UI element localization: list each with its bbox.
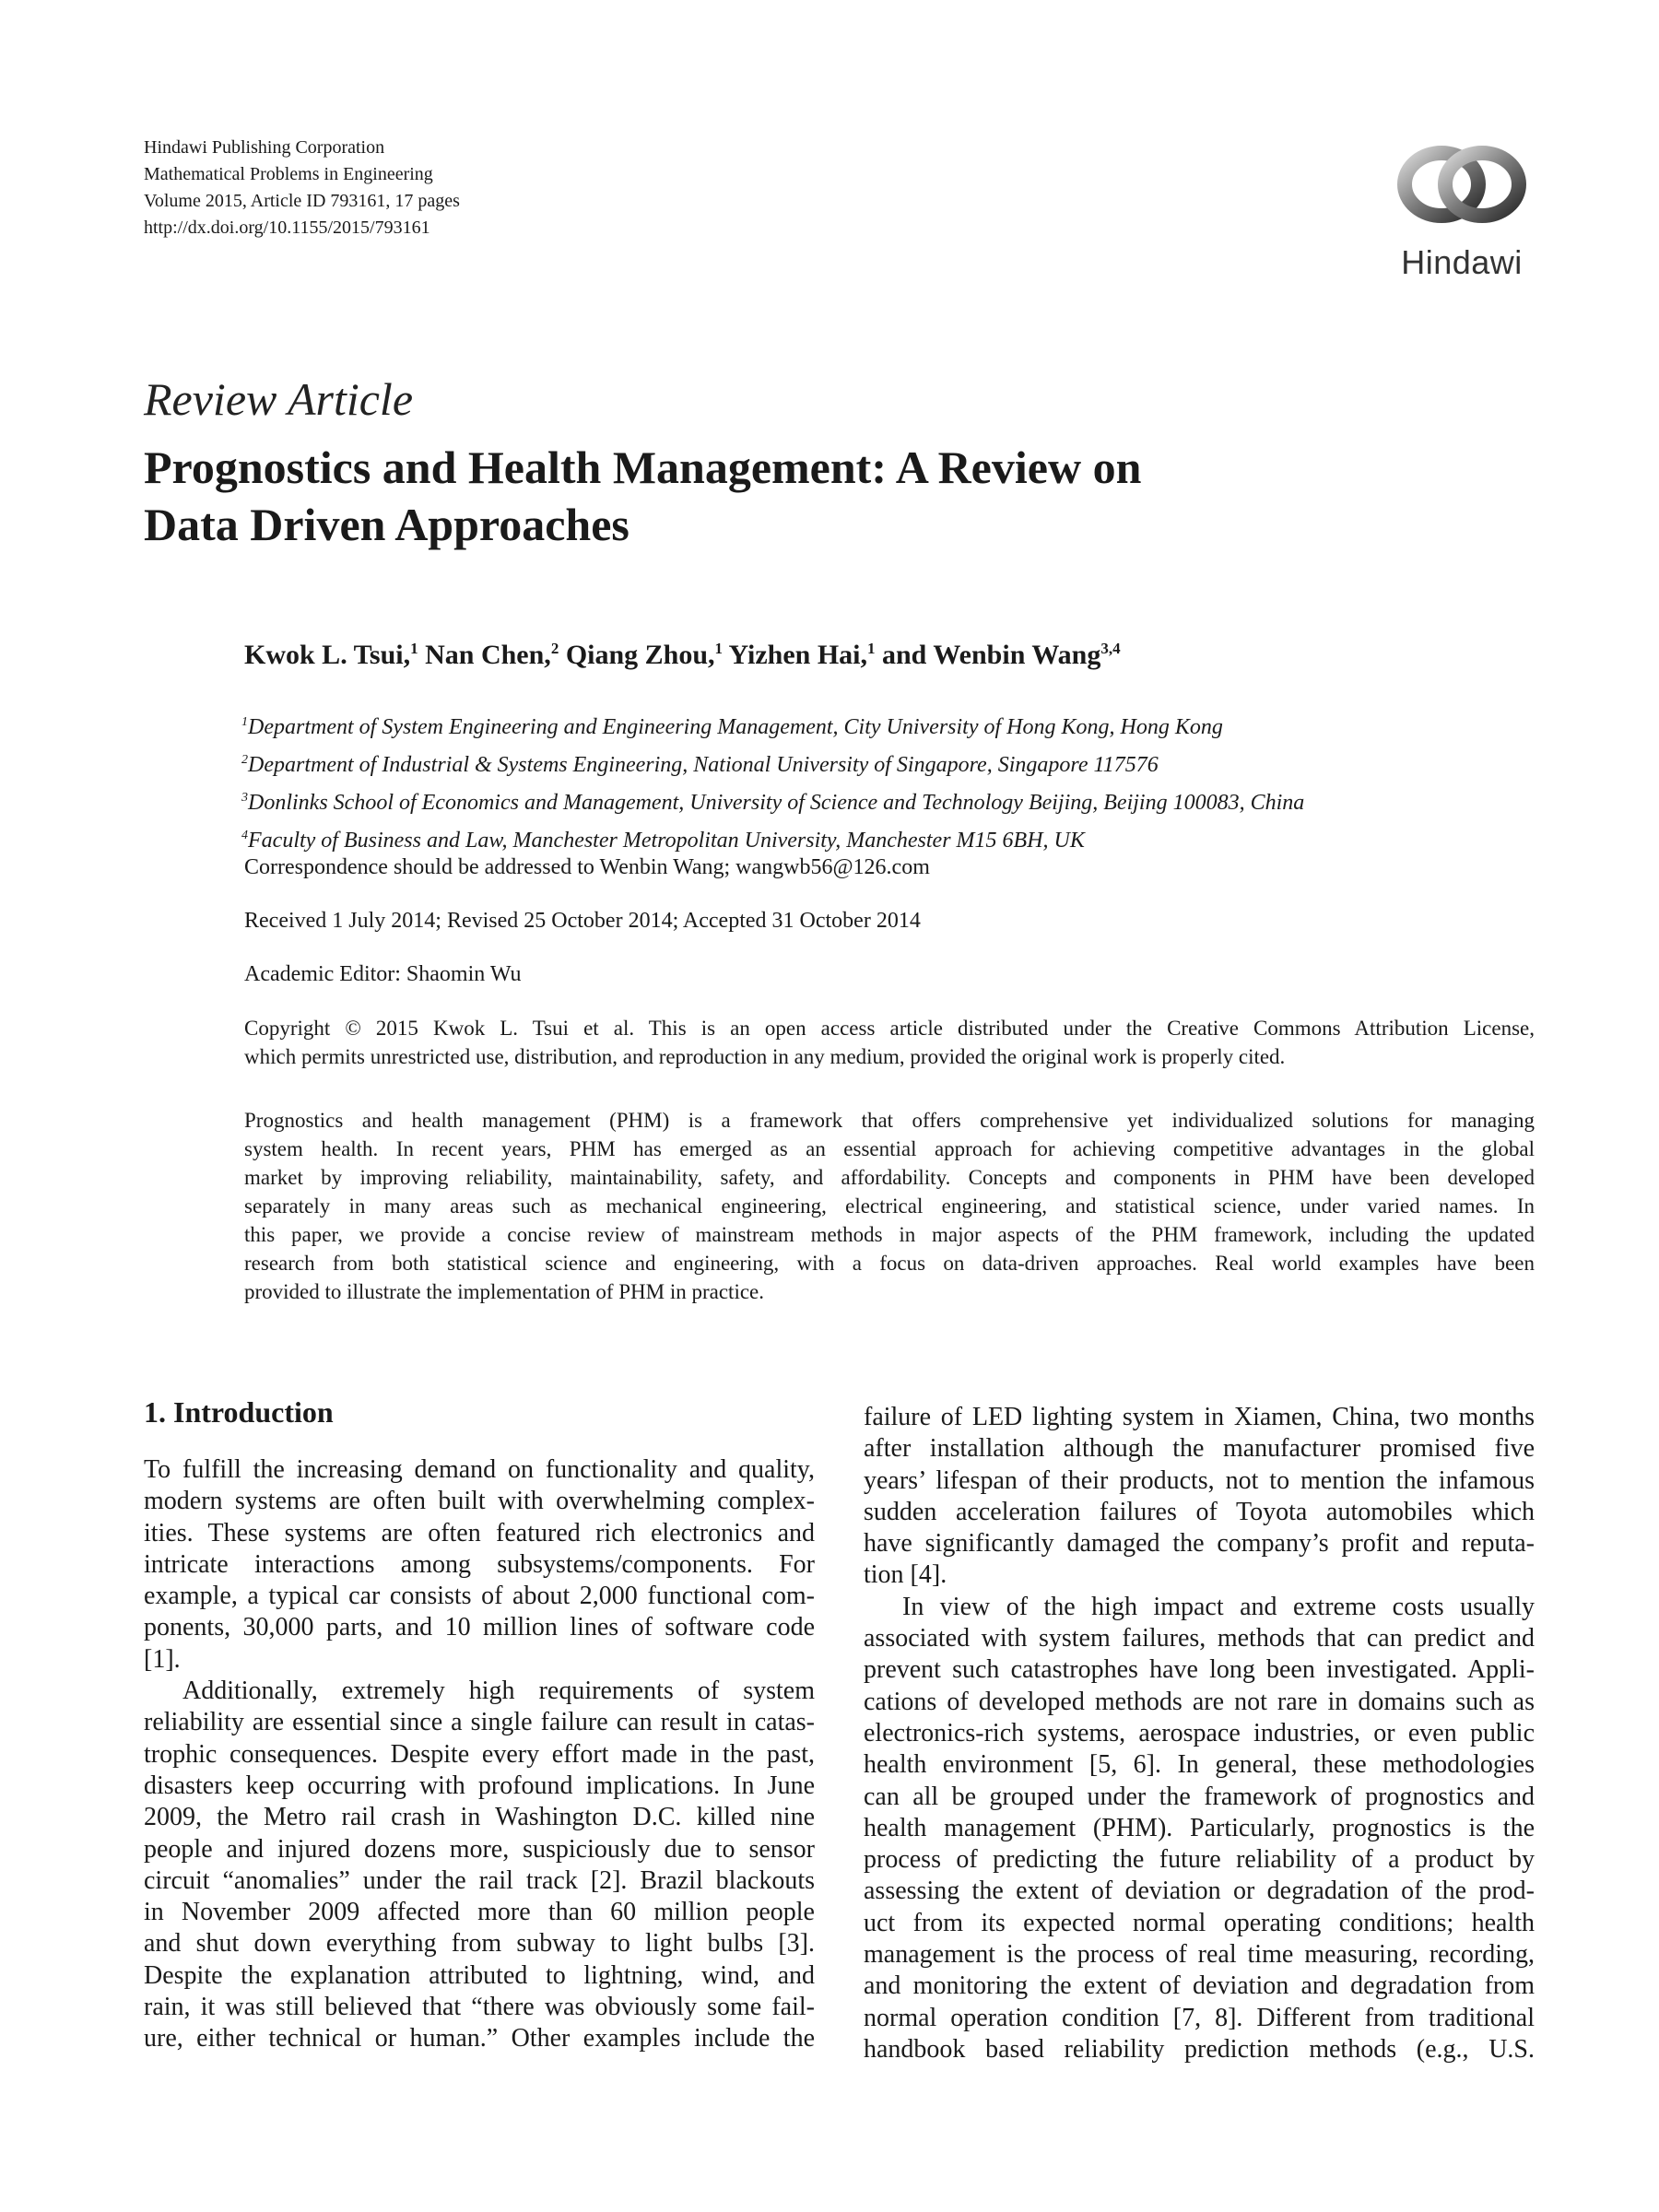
article-type: Review Article [144, 373, 414, 425]
academic-editor: Academic Editor: Shaomin Wu [244, 962, 522, 986]
affiliation [241, 819, 1304, 857]
abstract-line: separately in many areas such as mechanical engineering, electrical engineering, and statistical science, under varied names. In [244, 1194, 1535, 1218]
body-line: prevent such catastrophes have long been investigated. Appli- [864, 1655, 1535, 1685]
title-line: Data Driven Approaches [144, 499, 629, 550]
author-name: Qiang Zhou, [565, 640, 715, 670]
abstract-line: provided to illustrate the implementation of PHM in practice. [244, 1280, 765, 1303]
affiliation-mark: 3 [241, 791, 248, 805]
body-column-left [144, 1454, 815, 2055]
abstract-line: market by improving reliability, maintainability, safety, and affordability. Concepts and components in PHM have been developed [244, 1166, 1535, 1189]
body-line: after installation although the manufacturer promised five [864, 1434, 1535, 1464]
body-line: 2009, the Metro rail crash in Washington D.C. killed nine [144, 1803, 815, 1832]
body-line: process of predicting the future reliability of a product by [864, 1845, 1535, 1875]
body-line: intricate interactions among subsystems/components. For [144, 1549, 815, 1579]
abstract-line: this paper, we provide a concise review of mainstream methods in major aspects of the PHM framework, including the updated [244, 1223, 1535, 1246]
affiliation-text: Donlinks School of Economics and Management, University of Science and Technology Beijing, Beijing 100083, China [248, 791, 1305, 815]
body-line: people and injured dozens more, suspiciously due to sensor [144, 1834, 815, 1864]
author-name: Nan Chen, [425, 640, 551, 670]
author-affil-mark: 3,4 [1100, 640, 1121, 657]
body-line: Despite the explanation attributed to lightning, wind, and [144, 1960, 815, 1990]
body-line: rain, it was still believed that “there was obviously some fail- [144, 1993, 815, 2022]
body-line: years’ lifespan of their products, not to mention the infamous [864, 1465, 1535, 1495]
affiliation-mark: 4 [241, 829, 248, 842]
author-name: Yizhen Hai, [728, 640, 867, 670]
body-line: Additionally, extremely high requirements of system [182, 1677, 815, 1706]
copyright-line: Copyright © 2015 Kwok L. Tsui et al. This is an open access article distributed under the Creative Commons Attribution License, [244, 1017, 1535, 1040]
body-line: In view of the high impact and extreme costs usually [902, 1592, 1535, 1621]
body-line: assessing the extent of deviation or degradation of the prod- [864, 1877, 1535, 1906]
hindawi-rings-icon [1388, 135, 1535, 236]
abstract-line: Prognostics and health management (PHM) is a framework that offers comprehensive yet individualized solutions for managing [244, 1109, 1535, 1132]
publisher-name: Hindawi Publishing Corporation [144, 137, 385, 158]
affiliation-mark: 2 [241, 753, 248, 767]
body-line: and monitoring the extent of deviation and degradation from [864, 1971, 1535, 2001]
affiliation-mark: 1 [241, 715, 248, 729]
affiliation-text: Department of Industrial & Systems Engineering, National University of Singapore, Singapore 117576 [248, 753, 1159, 777]
body-line: handbook based reliability prediction methods (e.g., U.S. [864, 2034, 1535, 2064]
article-dates: Received 1 July 2014; Revised 25 October 2014; Accepted 31 October 2014 [244, 909, 921, 933]
body-line: modern systems are often built with overwhelming complex- [144, 1487, 815, 1516]
author-name: Kwok L. Tsui, [244, 640, 411, 670]
journal-name: Mathematical Problems in Engineering [144, 164, 433, 184]
author-name: and Wenbin Wang [882, 640, 1101, 670]
body-line: can all be grouped under the framework of prognostics and [864, 1782, 1535, 1811]
copyright-line: which permits unrestricted use, distribution, and reproduction in any medium, provided the original work is properly cited. [244, 1045, 1286, 1068]
body-line: uct from its expected normal operating conditions; health [864, 1908, 1535, 1937]
body-line: ponents, 30,000 parts, and 10 million lines of software code [144, 1613, 815, 1642]
copyright-notice [244, 1014, 1535, 1071]
body-line: have significantly damaged the company’s profit and reputa- [864, 1529, 1535, 1559]
title-line: Prognostics and Health Management: A Review on [144, 441, 1142, 493]
affiliation [241, 706, 1304, 744]
body-line: [1]. [144, 1644, 181, 1674]
author-affil-mark: 2 [550, 640, 559, 657]
affiliation-text: Faculty of Business and Law, Manchester Metropolitan University, Manchester M15 6BH, UK [248, 829, 1085, 853]
body-line: ure, either technical or human.” Other examples include the [144, 2024, 815, 2053]
body-line: tion [4]. [864, 1560, 947, 1590]
abstract [244, 1106, 1535, 1306]
body-line: example, a typical car consists of about 2,000 functional com- [144, 1582, 815, 1611]
author-affil-mark: 1 [714, 640, 724, 657]
affiliation [241, 782, 1304, 819]
affiliation-list [241, 706, 1304, 857]
hindawi-logo-text: Hindawi [1401, 243, 1523, 281]
body-line: ities. These systems are often featured rich electronics and [144, 1518, 815, 1547]
body-line: sudden acceleration failures of Toyota automobiles which [864, 1497, 1535, 1526]
body-line: health management (PHM). Particularly, prognostics is the [864, 1813, 1535, 1842]
affiliation-text: Department of System Engineering and Engineering Management, City University of Hong Kong, Hong Kong [248, 715, 1223, 739]
author-affil-mark: 1 [410, 640, 418, 657]
body-line: circuit “anomalies” under the rail track [2]. Brazil blackouts [144, 1865, 815, 1895]
affiliation [241, 744, 1304, 782]
body-line: normal operation condition [7, 8]. Different from traditional [864, 2003, 1535, 2032]
abstract-line: research from both statistical science and engineering, with a focus on data-driven approaches. Real world examples have been [244, 1252, 1535, 1275]
body-line: associated with system failures, methods that can predict and [864, 1624, 1535, 1653]
body-column-right [864, 1402, 1535, 2065]
correspondence: Correspondence should be addressed to Wenbin Wang; wangwb56@126.com [244, 855, 930, 879]
body-line: management is the process of real time measuring, recording, [864, 1940, 1535, 1970]
body-line: To fulfill the increasing demand on functionality and quality, [144, 1455, 815, 1484]
section-heading: 1. Introduction [144, 1395, 334, 1429]
body-line: disasters keep occurring with profound implications. In June [144, 1771, 815, 1800]
body-line: and shut down everything from subway to light bulbs [3]. [144, 1929, 815, 1959]
doi-link[interactable]: http://dx.doi.org/10.1155/2015/793161 [144, 218, 430, 238]
body-line: trophic consequences. Despite every effort made in the past, [144, 1739, 815, 1769]
body-line: failure of LED lighting system in Xiamen, China, two months [864, 1403, 1535, 1431]
author-affil-mark: 1 [867, 640, 876, 657]
hindawi-logo [1388, 135, 1535, 282]
body-line: in November 2009 affected more than 60 million people [144, 1898, 815, 1927]
author-list [244, 640, 1121, 671]
journal-header [144, 135, 460, 241]
abstract-line: system health. In recent years, PHM has emerged as an essential approach for achieving competitive advantages in the global [244, 1137, 1535, 1160]
body-line: reliability are essential since a single failure can result in catas- [144, 1708, 815, 1737]
body-line: cations of developed methods are not rare in domains such as [864, 1687, 1535, 1716]
body-line: health environment [5, 6]. In general, these methodologies [864, 1750, 1535, 1780]
article-title [144, 439, 1526, 553]
body-line: electronics-rich systems, aerospace industries, or even public [864, 1718, 1535, 1747]
volume-info: Volume 2015, Article ID 793161, 17 pages [144, 191, 460, 211]
